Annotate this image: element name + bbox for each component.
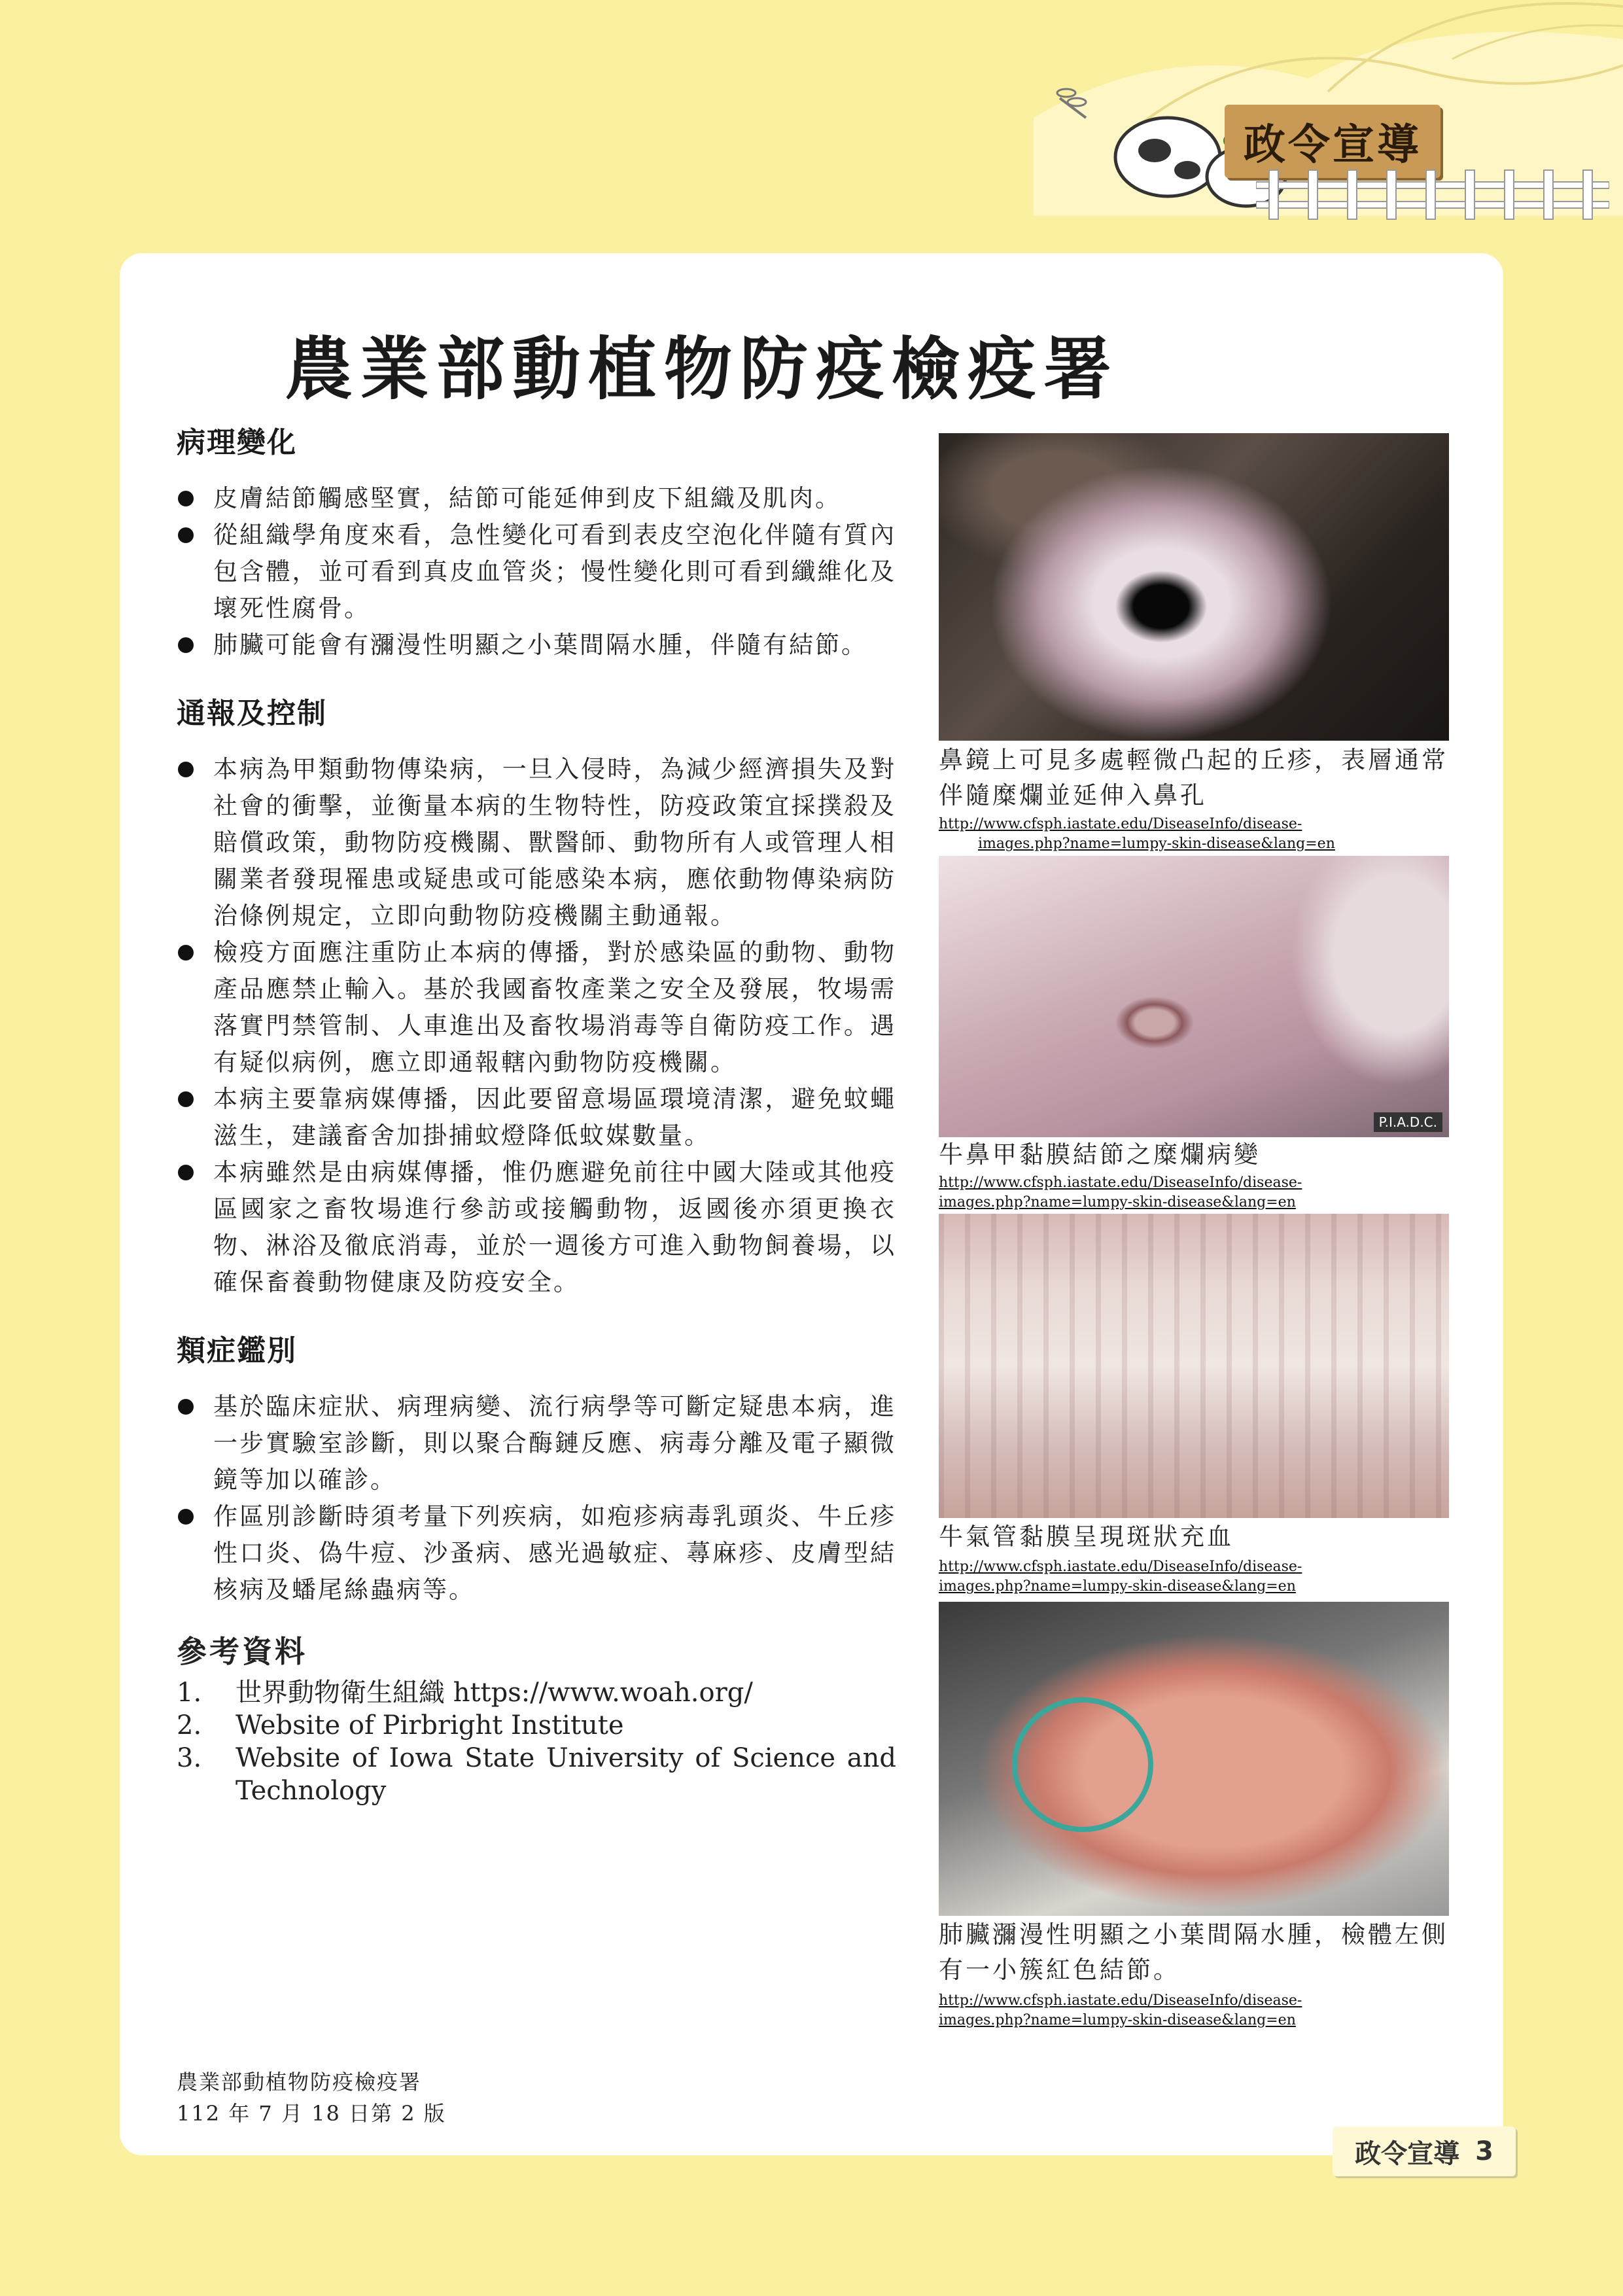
figure-link-line[interactable]: images.php?name=lumpy-skin-disease&lang=en bbox=[939, 2012, 1296, 2028]
page-badge-label: 政令宣導 bbox=[1355, 2138, 1460, 2169]
section-tag: 政令宣導 bbox=[1225, 105, 1440, 178]
figure-link-line[interactable]: images.php?name=lumpy-skin-disease&lang=en bbox=[939, 1194, 1296, 1210]
highlight-circle bbox=[1012, 1697, 1153, 1832]
list-item: 皮膚結節觸感堅實，結節可能延伸到皮下組織及肌肉。 bbox=[177, 480, 896, 517]
reference-text: 世界動物衛生組織 https://www.woah.org/ bbox=[236, 1678, 753, 1708]
figure-link[interactable] bbox=[939, 1557, 1456, 1597]
pathology-list bbox=[177, 480, 896, 663]
figure-caption: 牛氣管黏膜呈現斑狀充血 bbox=[939, 1523, 1234, 1551]
section-heading-pathology: 病理變化 bbox=[177, 426, 297, 459]
reference-number: 2. bbox=[177, 1710, 202, 1740]
reference-item bbox=[177, 1742, 896, 1807]
figure-link-line[interactable]: http://www.cfsph.iastate.edu/DiseaseInfo/disease- bbox=[939, 816, 1302, 832]
figure-link[interactable] bbox=[939, 815, 1456, 854]
figure-link-line[interactable]: http://www.cfsph.iastate.edu/DiseaseInfo/disease- bbox=[939, 1559, 1302, 1575]
figure-link-line[interactable]: http://www.cfsph.iastate.edu/DiseaseInfo/disease- bbox=[939, 1992, 1302, 2009]
page-number: 3 bbox=[1475, 2136, 1493, 2166]
reporting-list bbox=[177, 751, 896, 1301]
figure-link[interactable] bbox=[939, 1991, 1456, 2030]
footer-date: 112 年 7 月 18 日第 2 版 bbox=[177, 2101, 446, 2126]
footer-note bbox=[177, 2066, 446, 2129]
references-heading: 參考資料 bbox=[177, 1634, 307, 1669]
reference-item bbox=[177, 1676, 896, 1709]
section-heading-reporting: 通報及控制 bbox=[177, 697, 327, 730]
figure-link-line[interactable]: images.php?name=lumpy-skin-disease&lang=en bbox=[939, 1578, 1296, 1595]
list-item: 本病為甲類動物傳染病，一旦入侵時，為減少經濟損失及對社會的衝擊，並衡量本病的生物特性，防疫政策宜採撲殺及賠償政策，動物防疫機關、獸醫師、動物所有人或管理人相關業者發現罹患或疑患或可能感染本病，應依動物傳染病防治條例規定，立即向動物防疫機關主動通報。 bbox=[177, 751, 896, 934]
list-item: 肺臟可能會有瀰漫性明顯之小葉間隔水腫，伴隨有結節。 bbox=[177, 627, 896, 663]
list-item: 從組織學角度來看，急性變化可看到表皮空泡化伴隨有質內包含體，並可看到真皮血管炎；慢性變化則可看到纖維化及壞死性腐骨。 bbox=[177, 517, 896, 627]
photo-muzzle-papules bbox=[939, 433, 1449, 741]
list-item: 基於臨床症狀、病理病變、流行病學等可斷定疑患本病，進一步實驗室診斷，則以聚合酶鏈反應、病毒分離及電子顯微鏡等加以確診。 bbox=[177, 1388, 896, 1498]
list-item: 本病雖然是由病媒傳播，惟仍應避免前往中國大陸或其他疫區國家之畜牧場進行參訪或接觸動物，返國後亦須更換衣物、淋浴及徹底消毒，並於一週後方可進入動物飼養場，以確保畜養動物健康及防疫安全。 bbox=[177, 1154, 896, 1301]
photo-lung-edema bbox=[939, 1602, 1449, 1916]
figure-link-line[interactable]: http://www.cfsph.iastate.edu/DiseaseInfo/disease- bbox=[939, 1174, 1302, 1191]
photo-turbinate-erosion bbox=[939, 856, 1449, 1137]
list-item: 作區別診斷時須考量下列疾病，如疱疹病毒乳頭炎、牛丘疹性口炎、偽牛痘、沙蚤病、感光過敏症、蕁麻疹、皮膚型結核病及蟠尾絲蟲病等。 bbox=[177, 1498, 896, 1608]
references-list bbox=[177, 1676, 896, 1807]
page-badge bbox=[1333, 2127, 1516, 2176]
figure-link-line[interactable]: images.php?name=lumpy-skin-disease&lang=en bbox=[978, 836, 1335, 852]
fence-decoration bbox=[1256, 164, 1609, 222]
list-item: 本病主要靠病媒傳播，因此要留意場區環境清潔，避免蚊蠅滋生，建議畜舍加掛捕蚊燈降低蚊媒數量。 bbox=[177, 1081, 896, 1154]
differential-list bbox=[177, 1388, 896, 1608]
reference-item bbox=[177, 1709, 896, 1742]
section-heading-differential: 類症鑑別 bbox=[177, 1334, 297, 1368]
reference-text: Website of Pirbright Institute bbox=[236, 1710, 624, 1740]
footer-org: 農業部動植物防疫檢疫署 bbox=[177, 2070, 422, 2094]
reference-number: 1. bbox=[177, 1678, 202, 1708]
figure-caption: 肺臟瀰漫性明顯之小葉間隔水腫，檢體左側有一小簇紅色結節。 bbox=[939, 1920, 1448, 1984]
reference-number: 3. bbox=[177, 1743, 202, 1773]
image-watermark-label: P.I.A.D.C. bbox=[1374, 1112, 1442, 1132]
document-title: 農業部動植物防疫檢疫署 bbox=[284, 328, 1119, 409]
list-item: 檢疫方面應注重防止本病的傳播，對於感染區的動物、動物產品應禁止輸入。基於我國畜牧產業之安全及發展，牧場需落實門禁管制、人車進出及畜牧場消毒等自衛防疫工作。遇有疑似病例，應立即通報轄內動物防疫機關。 bbox=[177, 934, 896, 1081]
left-column bbox=[177, 419, 896, 1807]
figure-caption: 牛鼻甲黏膜結節之糜爛病變 bbox=[939, 1140, 1261, 1169]
figure-link[interactable] bbox=[939, 1173, 1456, 1212]
figure-caption: 鼻鏡上可見多處輕微凸起的丘疹，表層通常伴隨糜爛並延伸入鼻孔 bbox=[939, 746, 1448, 809]
photo-trachea-congestion bbox=[939, 1214, 1449, 1518]
reference-text: Website of Iowa State University of Science and Technology bbox=[236, 1743, 896, 1806]
